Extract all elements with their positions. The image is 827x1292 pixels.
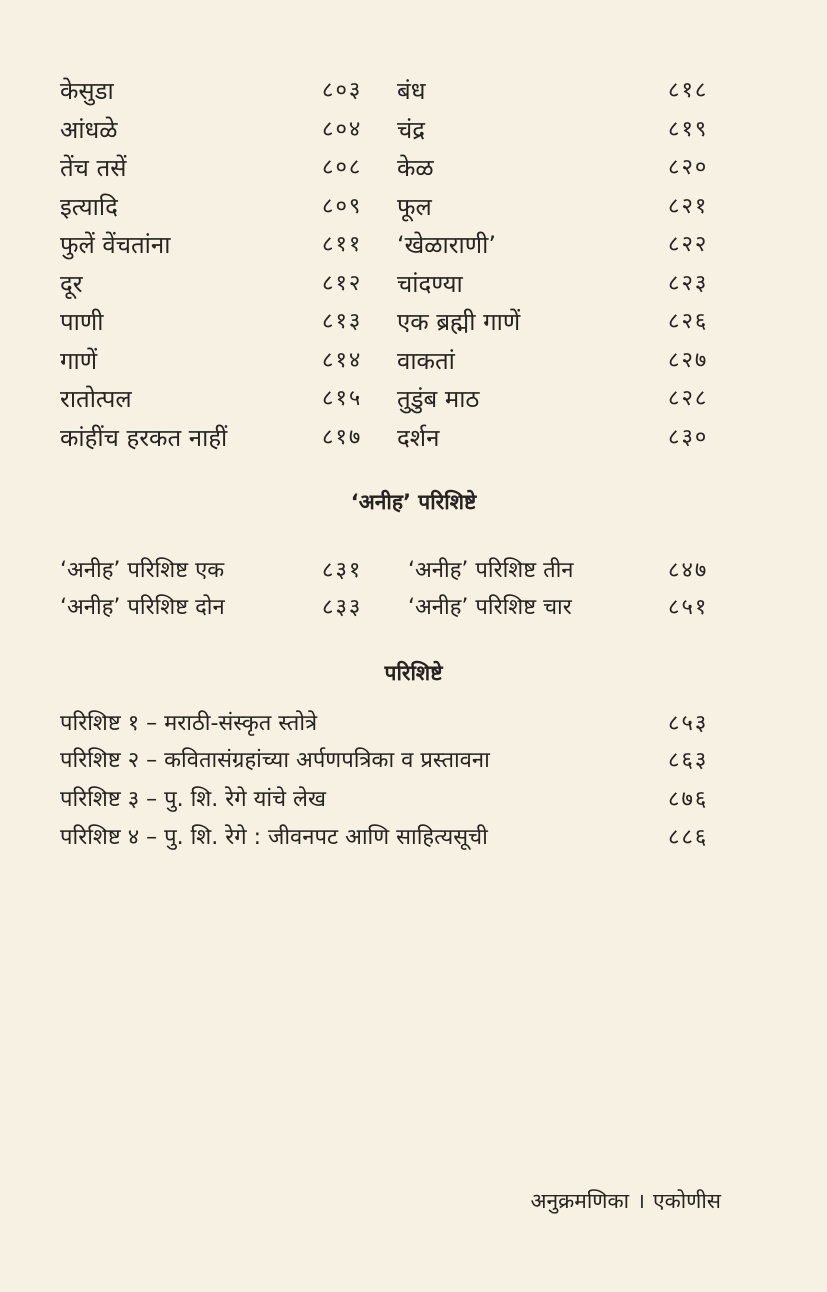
footer-separator: । — [637, 1189, 645, 1213]
entry-page: ८२० — [668, 155, 709, 180]
entry-title: ‘अनीह’ परिशिष्ट चार — [408, 595, 572, 620]
entry-title: दूर — [60, 270, 83, 298]
entry-page: ८१८ — [668, 78, 709, 103]
entry-page: ८१५ — [322, 386, 363, 411]
footer-page-label: एकोणीस — [653, 1189, 721, 1213]
entry-title: रातोत्पल — [60, 385, 132, 413]
entry-page: ८२२ — [668, 232, 709, 257]
entry-page: ८१२ — [322, 271, 363, 296]
entry-page: ८०४ — [322, 117, 363, 142]
entry-title: एक ब्रह्मी गाणें — [397, 308, 521, 336]
entry-page: ८२१ — [668, 194, 709, 219]
entry-title: गाणें — [60, 347, 98, 375]
section-heading-anih: ‘अनीह’ परिशिष्टे — [350, 490, 477, 514]
entry-title: तुडुंब माठ — [397, 385, 480, 413]
entry-page: ८५३ — [668, 711, 709, 736]
entry-page: ८२६ — [668, 309, 709, 334]
entry-page: ८४७ — [668, 558, 709, 583]
entry-page: ८५१ — [668, 595, 709, 620]
entry-page: ८०८ — [322, 155, 363, 180]
entry-title: फूल — [397, 193, 432, 221]
entry-title: परिशिष्ट १ – मराठी-संस्कृत स्तोत्रे — [60, 711, 318, 736]
entry-title: परिशिष्ट २ – कवितासंग्रहांच्या अर्पणपत्रिका व प्रस्तावना — [60, 748, 490, 773]
entry-title: केळ — [397, 154, 434, 182]
entry-title: तेंच तसें — [60, 154, 127, 182]
footer-section-name: अनुक्रमणिका — [530, 1189, 630, 1213]
entry-title: पाणी — [60, 308, 104, 336]
entry-page: ८११ — [322, 232, 363, 257]
entry-page: ८१३ — [322, 309, 363, 334]
entry-title: चांदण्या — [397, 270, 463, 298]
entry-title: दर्शन — [397, 424, 440, 452]
entry-page: ८६३ — [668, 748, 709, 773]
entry-title: चंद्र — [397, 116, 425, 144]
entry-title: ‘अनीह’ परिशिष्ट तीन — [408, 558, 574, 583]
entry-title: ‘अनीह’ परिशिष्ट एक — [60, 558, 225, 583]
entry-page: ८२८ — [668, 386, 709, 411]
entry-title: इत्यादि — [60, 193, 118, 221]
entry-title: ‘अनीह’ परिशिष्ट दोन — [60, 595, 225, 620]
entry-title: आंधळे — [60, 116, 118, 144]
entry-page: ८२७ — [668, 348, 709, 373]
entry-page: ८१९ — [668, 117, 709, 142]
entry-title: वाकतां — [397, 347, 455, 375]
entry-page: ८२३ — [668, 271, 709, 296]
entry-page: ८१४ — [322, 348, 363, 373]
entry-page: ८८६ — [668, 825, 709, 850]
entry-title: बंध — [397, 77, 426, 105]
entry-title: केसुडा — [60, 77, 114, 105]
entry-title: परिशिष्ट ४ – पु. शि. रेगे : जीवनपट आणि साहित्यसूची — [60, 825, 488, 850]
entry-title: कांहींच हरकत नाहीं — [60, 424, 228, 452]
entry-page: ८७६ — [668, 787, 709, 812]
entry-page: ८०३ — [322, 78, 363, 103]
entry-page: ८३० — [668, 425, 709, 450]
entry-page: ८३३ — [322, 595, 363, 620]
entry-page: ८३१ — [322, 558, 363, 583]
entry-page: ८०९ — [322, 194, 363, 219]
entry-title: परिशिष्ट ३ – पु. शि. रेगे यांचे लेख — [60, 787, 326, 812]
page-footer — [530, 1187, 721, 1215]
entry-page: ८१७ — [322, 425, 363, 450]
entry-title: ‘खेळाराणी’ — [397, 231, 496, 259]
section-heading-appendix: परिशिष्टे — [384, 661, 443, 685]
entry-title: फुलें वेंचतांना — [60, 231, 171, 259]
